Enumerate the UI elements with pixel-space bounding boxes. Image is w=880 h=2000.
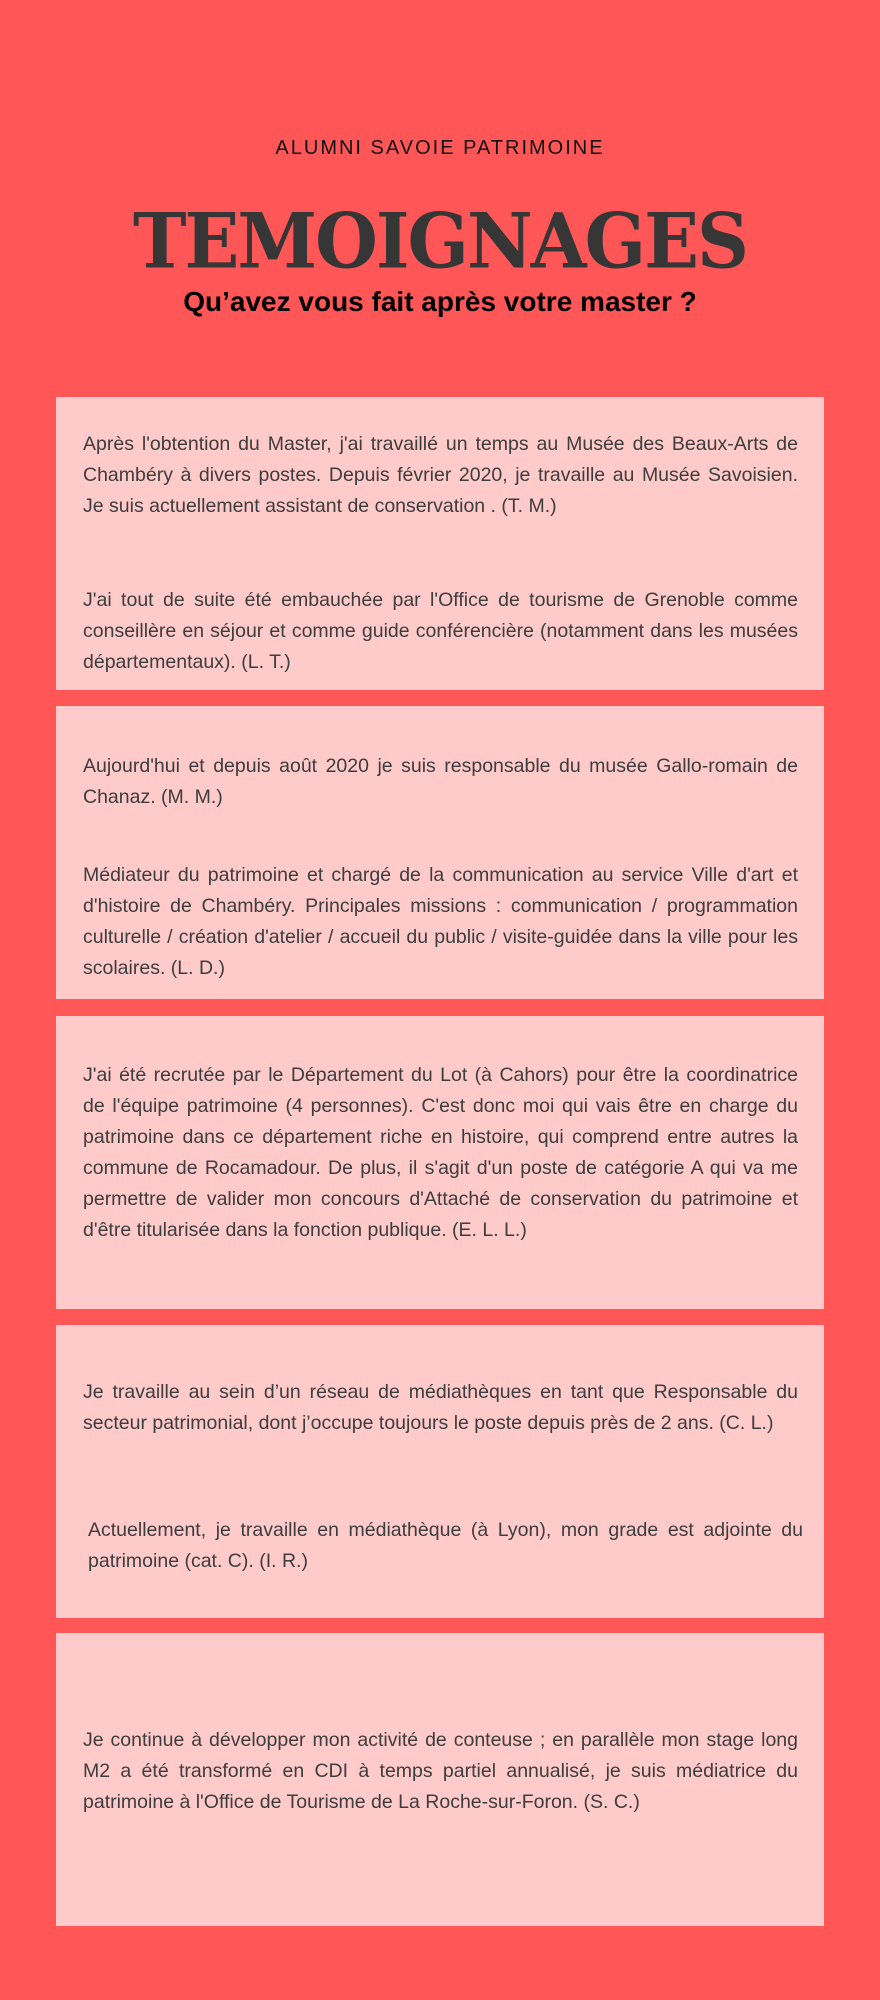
testimonial-text: Actuellement, je travaille en médiathèque (à Lyon), mon grade est adjointe du patrimoine (cat. C). (I. R.) bbox=[88, 1519, 803, 1572]
testimonial-text: Je travaille au sein d’un réseau de médiathèques en tant que Responsable du secteur patrimonial, dont j’occupe toujours le poste depuis près de 2 ans. (C. L.) bbox=[83, 1381, 798, 1434]
testimonial-card bbox=[56, 1016, 824, 1309]
testimonial-text: Après l'obtention du Master, j'ai travaillé un temps au Musée des Beaux-Arts de Chambéry à divers postes. Depuis février 2020, je travaille au Musée Savoisien. Je suis actuellement assistant de conservation . (T. M.) bbox=[83, 433, 798, 517]
testimonial-text: Je continue à développer mon activité de conteuse ; en parallèle mon stage long M2 a été transformé en CDI à temps partiel annualisé, je suis médiatrice du patrimoine à l'Office de Tourisme de La Roche-sur-Foron. (S. C.) bbox=[83, 1729, 798, 1813]
testimonial-text: Médiateur du patrimoine et chargé de la communication au service Ville d'art et d'histoire de Chambéry. Principales missions : communication / programmation culturelle / création d'atelier / accueil du public / visite-guidée dans la ville pour les scolaires. (L. D.) bbox=[83, 864, 798, 979]
testimonial-text: Aujourd'hui et depuis août 2020 je suis responsable du musée Gallo-romain de Chanaz. (M. M.) bbox=[83, 755, 798, 808]
testimonial-text: J'ai été recrutée par le Département du Lot (à Cahors) pour être la coordinatrice de l'équipe patrimoine (4 personnes). C'est donc moi qui vais être en charge du patrimoine dans ce département riche en histoire, qui comprend entre autres la commune de Rocamadour. De plus, il s'agit d'un poste de catégorie A qui va me permettre de valider mon concours d'Attaché de conservation du patrimoine et d'être titularisée dans la fonction publique. (E. L. L.) bbox=[83, 1064, 798, 1241]
testimonial-text: J'ai tout de suite été embauchée par l'Office de tourisme de Grenoble comme conseillère en séjour et comme guide conférencière (notamment dans les musées départementaux). (L. T.) bbox=[83, 589, 798, 673]
testimonial-card bbox=[56, 1633, 824, 1926]
page-subtitle: Qu’avez vous fait après votre master ? bbox=[183, 286, 697, 317]
testimonial-card bbox=[56, 397, 824, 690]
testimonial-card bbox=[56, 706, 824, 999]
page-title: TEMOIGNAGES bbox=[132, 195, 748, 286]
testimonial-card bbox=[56, 1325, 824, 1618]
organization-name: ALUMNI SAVOIE PATRIMOINE bbox=[275, 137, 605, 159]
